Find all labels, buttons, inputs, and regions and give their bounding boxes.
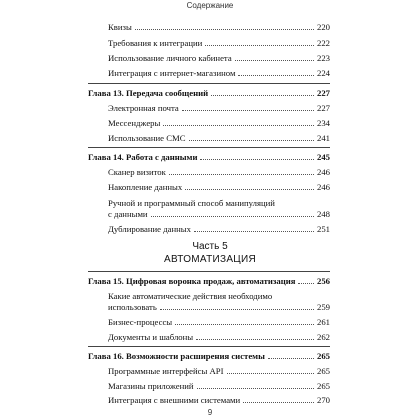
toc-entry-data-duplication bbox=[108, 225, 330, 234]
toc-page-number: 222 bbox=[316, 38, 330, 48]
toc-page-number: 227 bbox=[316, 103, 330, 113]
toc-entry-title: Требования к интеграции bbox=[108, 38, 203, 48]
toc-page-number: 246 bbox=[316, 182, 330, 192]
toc-page-number: 259 bbox=[316, 302, 330, 312]
toc-entry-personal-account bbox=[108, 54, 330, 63]
toc-page-number: 245 bbox=[316, 152, 330, 162]
part-number: Часть 5 bbox=[192, 241, 228, 252]
toc-entry-title: Интеграция с интернет-магазином bbox=[108, 68, 236, 78]
toc-entry-integration-requirements bbox=[108, 39, 330, 48]
dot-leader bbox=[227, 373, 314, 374]
toc-entry-data-accumulation bbox=[108, 183, 330, 192]
running-header: Содержание bbox=[186, 1, 234, 10]
toc-chapter-16 bbox=[88, 352, 330, 361]
chapter-divider bbox=[88, 147, 330, 148]
toc-entry-sms bbox=[108, 134, 330, 143]
toc-entry-quizzes bbox=[108, 23, 330, 32]
toc-page-number: 234 bbox=[316, 118, 330, 128]
dot-leader bbox=[298, 283, 314, 284]
toc-page-number: 270 bbox=[316, 395, 330, 405]
toc-entry-business-processes bbox=[108, 318, 330, 327]
toc-entry-title: Электронная почта bbox=[108, 103, 179, 113]
toc-entry-title: Интеграция с внешними системами bbox=[108, 395, 241, 405]
toc-entry-email bbox=[108, 104, 330, 113]
toc-entry-online-store-integration bbox=[108, 69, 330, 78]
dot-leader bbox=[200, 159, 313, 160]
toc-entry-manual-programmatic bbox=[108, 210, 330, 219]
toc-page-number: 265 bbox=[316, 381, 330, 391]
dot-leader bbox=[243, 402, 314, 403]
dot-leader bbox=[135, 29, 314, 30]
toc-entry-title: Документы и шаблоны bbox=[108, 332, 194, 342]
toc-entry-title: Мессенджеры bbox=[108, 118, 161, 128]
toc-entry-title: Дублирование данных bbox=[108, 224, 191, 234]
toc-entry-title: Квизы bbox=[108, 22, 132, 32]
dot-leader bbox=[151, 216, 314, 217]
chapter-divider bbox=[88, 83, 330, 84]
toc-page-number: 261 bbox=[316, 317, 330, 327]
toc-chapter-title: Глава 15. Цифровая воронка продаж, автоматизация bbox=[88, 276, 296, 286]
toc-entry-api bbox=[108, 367, 330, 376]
toc-entry-documents-templates bbox=[108, 333, 330, 342]
toc-entry-automatic-actions bbox=[108, 303, 330, 312]
dot-leader bbox=[238, 75, 314, 76]
dot-leader bbox=[185, 189, 314, 190]
toc-page-number: 251 bbox=[316, 224, 330, 234]
toc-entry-title-line1: Ручной и программный способ манипуляций bbox=[108, 198, 275, 208]
toc-page-number: 248 bbox=[316, 209, 330, 219]
toc-entry-title: Использование СМС bbox=[108, 133, 186, 143]
dot-leader bbox=[196, 339, 314, 340]
toc-page-number: 265 bbox=[316, 366, 330, 376]
dot-leader bbox=[169, 174, 314, 175]
toc-page-number: 241 bbox=[316, 133, 330, 143]
chapter-divider bbox=[88, 271, 330, 272]
dot-leader bbox=[189, 140, 314, 141]
toc-entry-messengers bbox=[108, 119, 330, 128]
toc-chapter-15 bbox=[88, 277, 330, 286]
part-title: АВТОМАТИЗАЦИЯ bbox=[163, 254, 257, 265]
toc-page-number: 223 bbox=[316, 53, 330, 63]
toc-chapter-title: Глава 14. Работа с данными bbox=[88, 152, 198, 162]
toc-entry-title: Магазины приложений bbox=[108, 381, 194, 391]
toc-entry-title-line1: Какие автоматические действия необходимо bbox=[108, 291, 273, 301]
dot-leader bbox=[235, 60, 314, 61]
toc-entry-title: Сканер визиток bbox=[108, 167, 166, 177]
chapter-divider bbox=[88, 346, 330, 347]
toc-entry-title: Накопление данных bbox=[108, 182, 183, 192]
toc-page-number: 227 bbox=[316, 88, 330, 98]
toc-entry-title: Бизнес-процессы bbox=[108, 317, 173, 327]
toc-entry-external-integration bbox=[108, 396, 330, 405]
toc-page-number: 224 bbox=[316, 68, 330, 78]
toc-page-number: 265 bbox=[316, 351, 330, 361]
dot-leader bbox=[163, 125, 314, 126]
toc-page-number: 220 bbox=[316, 22, 330, 32]
dot-leader bbox=[268, 358, 314, 359]
toc-entry-app-stores bbox=[108, 382, 330, 391]
dot-leader bbox=[182, 110, 314, 111]
toc-entry-title: Программные интерфейсы API bbox=[108, 366, 224, 376]
toc-chapter-14 bbox=[88, 153, 330, 162]
dot-leader bbox=[205, 45, 314, 46]
toc-page-number: 246 bbox=[316, 167, 330, 177]
dot-leader bbox=[197, 388, 314, 389]
dot-leader bbox=[211, 95, 314, 96]
page-number: 9 bbox=[207, 408, 213, 417]
dot-leader bbox=[160, 309, 314, 310]
toc-entry-title: Использование личного кабинета bbox=[108, 53, 232, 63]
toc-page-number: 262 bbox=[316, 332, 330, 342]
dot-leader bbox=[194, 231, 314, 232]
toc-chapter-13 bbox=[88, 89, 330, 98]
toc-chapter-title: Глава 13. Передача сообщений bbox=[88, 88, 209, 98]
toc-page-number: 256 bbox=[316, 276, 330, 286]
toc-entry-card-scanner bbox=[108, 168, 330, 177]
toc-entry-title-line2: использовать bbox=[108, 302, 157, 312]
toc-chapter-title: Глава 16. Возможности расширения системы bbox=[88, 351, 265, 361]
toc-entry-title-line2: с данными bbox=[108, 209, 148, 219]
dot-leader bbox=[175, 324, 314, 325]
